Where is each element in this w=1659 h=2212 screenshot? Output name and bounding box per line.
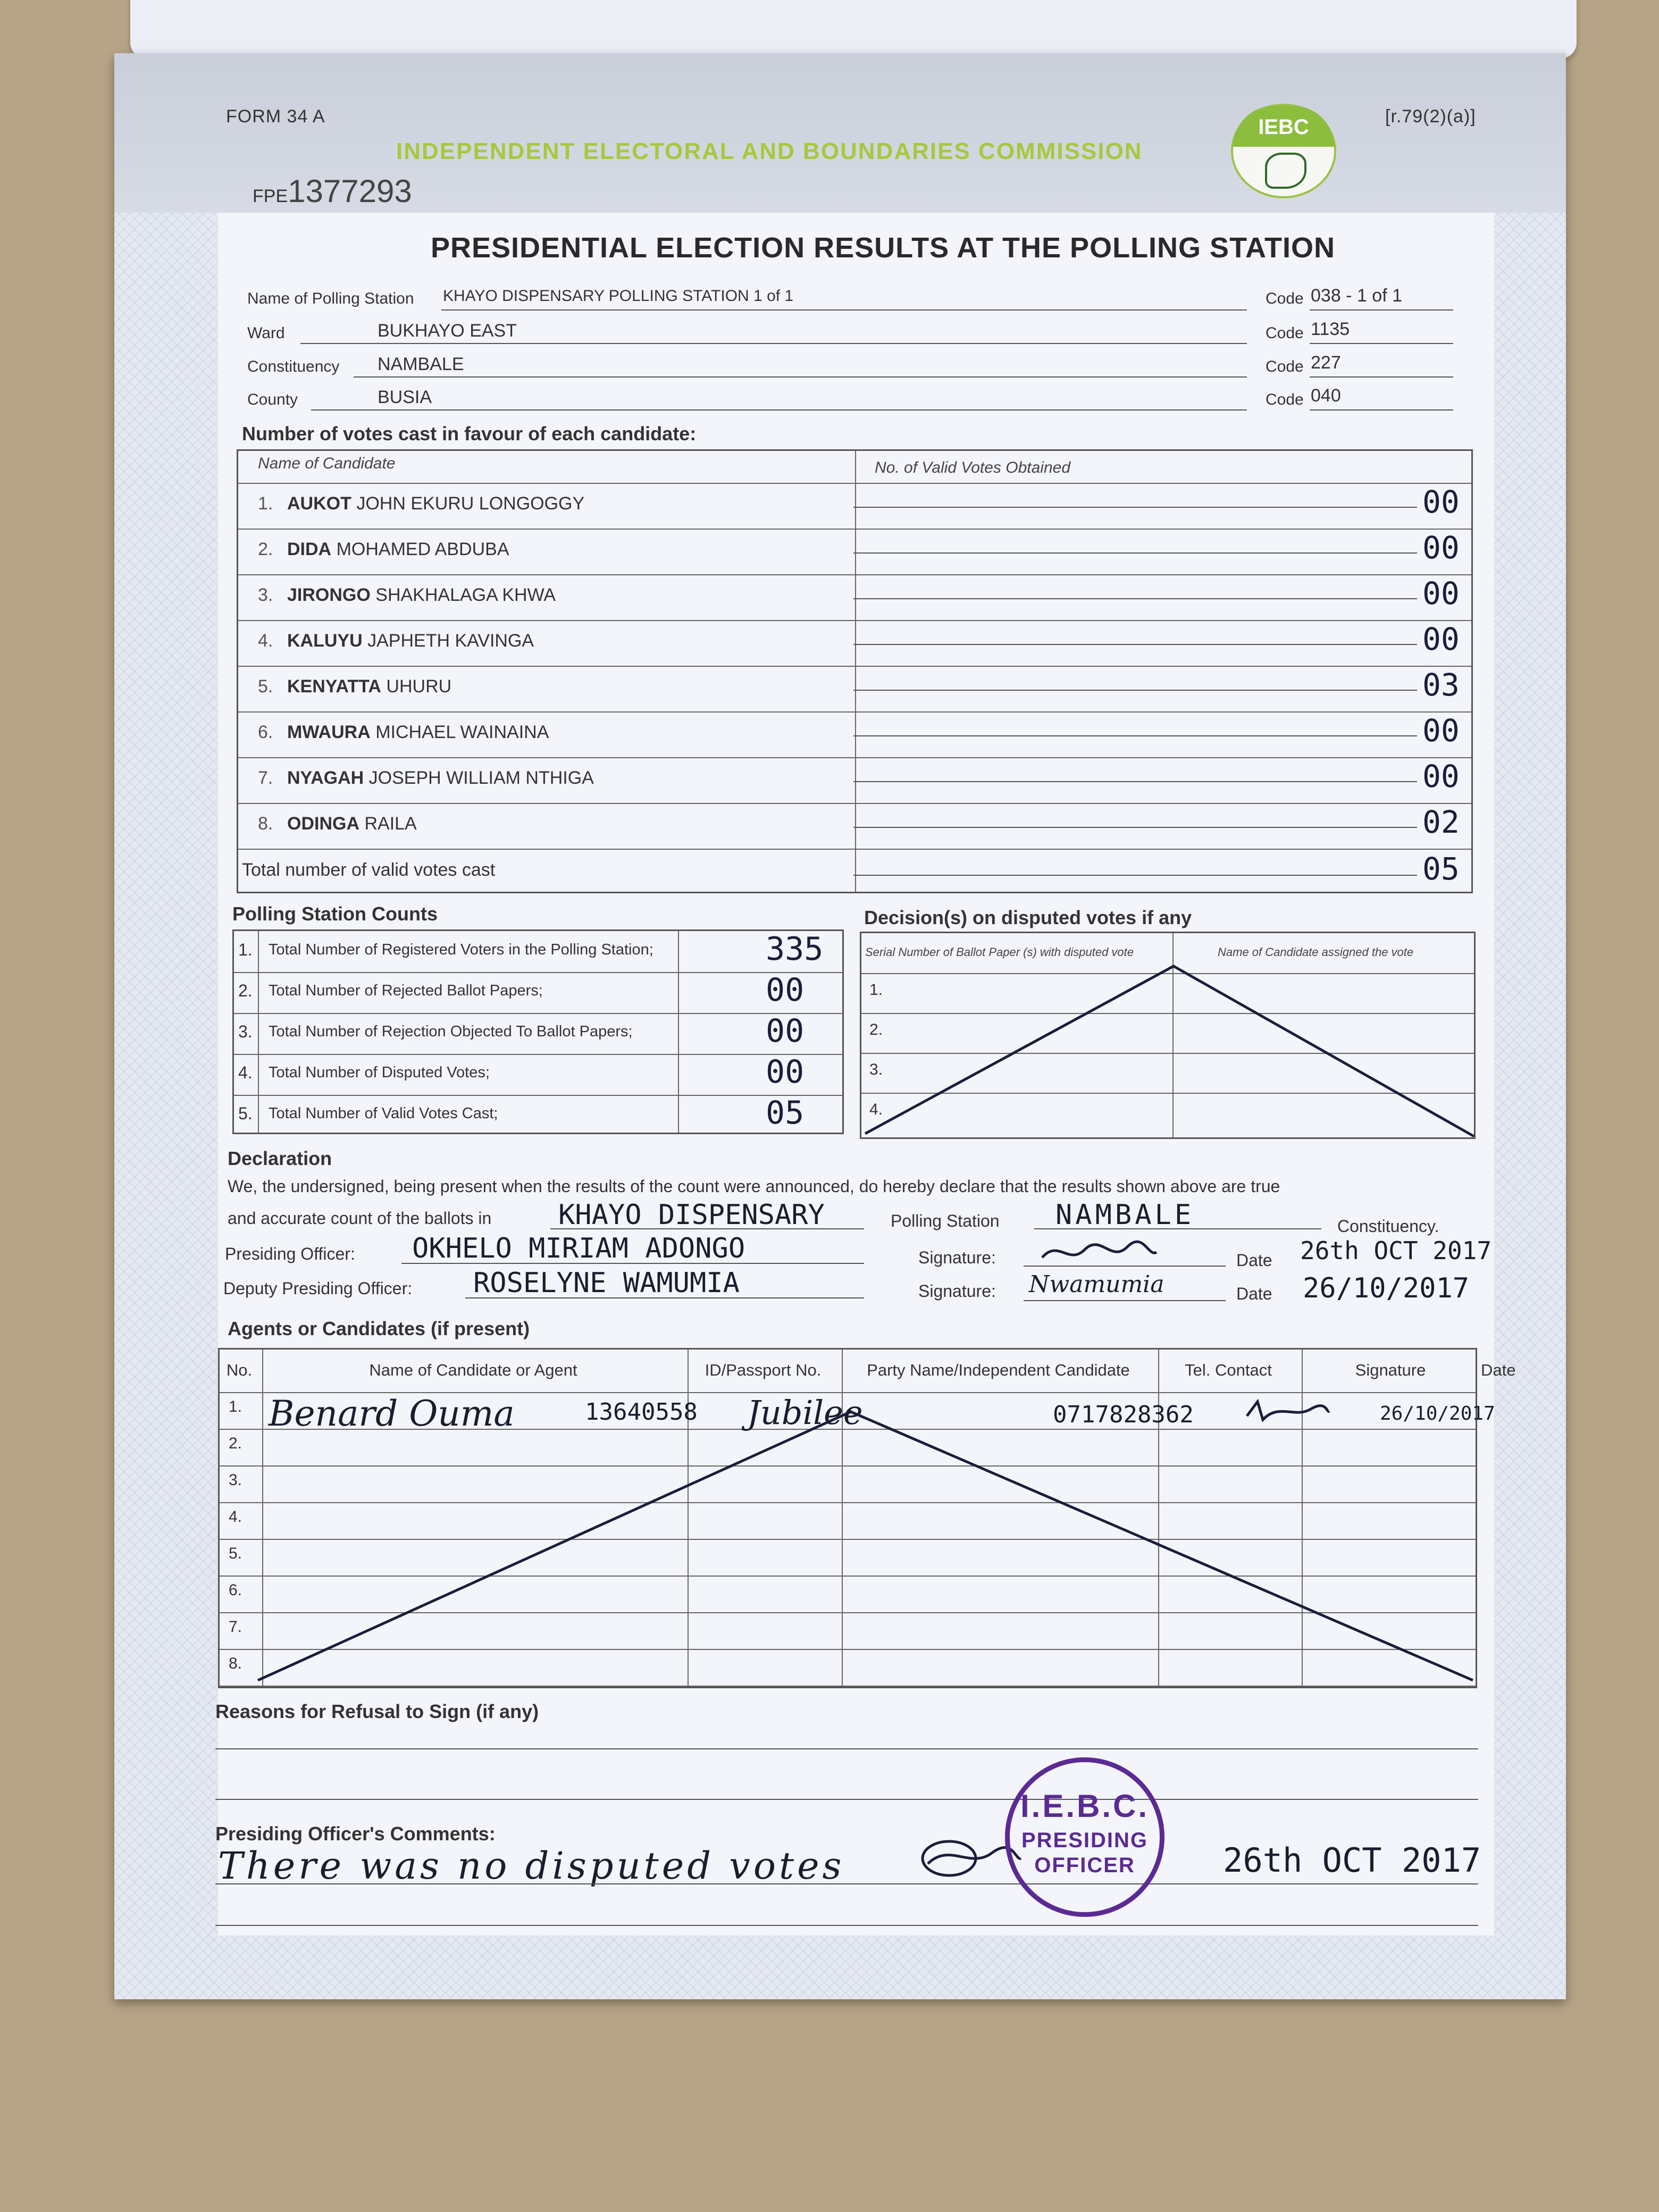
serial-digits: 1377293	[288, 173, 412, 209]
count-value: 05	[766, 1094, 805, 1132]
ward-value: BUKHAYO EAST	[378, 321, 517, 341]
count-number: 5.	[238, 1104, 253, 1123]
candidate-name	[287, 585, 556, 606]
candidate-votes: 00	[1422, 575, 1460, 611]
disputed-row-number: 1.	[869, 981, 883, 999]
declaration-constituency-handwritten: NAMBALE	[1055, 1199, 1195, 1231]
polling-station-code: 038 - 1 of 1	[1311, 286, 1403, 306]
presiding-officer-label: Presiding Officer:	[225, 1244, 355, 1263]
commission-name: INDEPENDENT ELECTORAL AND BOUNDARIES COMMISSION	[396, 138, 1143, 164]
col-votes-header: No. of Valid Votes Obtained	[875, 459, 1070, 476]
deputy-officer-label: Deputy Presiding Officer:	[223, 1279, 413, 1298]
presiding-officer-name: OKHELO MIRIAM ADONGO	[412, 1233, 745, 1264]
candidate-other-names: JOHN EKURU LONGOGGY	[356, 493, 585, 514]
declaration-heading: Declaration	[228, 1147, 332, 1169]
polling-station-value: KHAYO DISPENSARY POLLING STATION 1 of 1	[443, 287, 794, 305]
candidate-votes: 00	[1422, 484, 1460, 520]
polling-station-word: Polling Station	[891, 1211, 1000, 1230]
county-code: 040	[1311, 386, 1341, 406]
disputed-row-number: 3.	[869, 1061, 883, 1078]
agent-id: 13640558	[585, 1398, 698, 1426]
disputed-row-number: 4.	[869, 1101, 883, 1118]
iebc-presiding-officer-stamp	[1005, 1757, 1164, 1917]
agents-col-header: Tel. Contact	[1185, 1361, 1272, 1379]
agents-row-number: 8.	[229, 1655, 242, 1672]
candidate-votes: 00	[1422, 758, 1460, 794]
votes-heading: Number of votes cast in favour of each candidate:	[242, 423, 697, 445]
form-page	[114, 53, 1566, 1999]
presiding-signature-scribble	[1037, 1236, 1159, 1268]
declaration-line2: and accurate count of the ballots in	[228, 1209, 492, 1228]
col-candidate-header: Name of Candidate	[258, 455, 396, 472]
vote-fill-line	[853, 781, 1417, 782]
candidate-votes: 02	[1422, 804, 1460, 840]
stamp-line3: OFFICER	[1034, 1854, 1135, 1877]
form-title: PRESIDENTIAL ELECTION RESULTS AT THE POLLING STATION	[431, 232, 1336, 264]
code-label: Code	[1266, 391, 1304, 408]
agents-col-header: Party Name/Independent Candidate	[867, 1361, 1130, 1379]
count-label: Total Number of Valid Votes Cast;	[269, 1105, 498, 1122]
code-label: Code	[1266, 290, 1304, 307]
candidate-name	[287, 631, 534, 651]
code-label: Code	[1266, 358, 1304, 375]
count-number: 1.	[238, 940, 253, 959]
date-label: Date	[1236, 1284, 1272, 1303]
count-value: 335	[766, 931, 824, 968]
constituency-word: Constituency.	[1337, 1217, 1439, 1236]
date-label: Date	[1236, 1251, 1272, 1270]
agents-col-header: Name of Candidate or Agent	[369, 1361, 577, 1379]
candidate-other-names: SHAKHALAGA KHWA	[375, 585, 556, 605]
vote-fill-line	[853, 507, 1417, 508]
presiding-date: 26th OCT 2017	[1300, 1236, 1492, 1265]
code-label: Code	[1266, 324, 1304, 342]
candidate-number: 1.	[258, 493, 273, 514]
previous-page-edge	[130, 0, 1577, 58]
agents-row-number: 6.	[229, 1581, 242, 1599]
candidate-number: 8.	[258, 814, 273, 834]
count-label: Total Number of Registered Voters in the Polling Station;	[269, 941, 653, 958]
refusal-heading: Reasons for Refusal to Sign (if any)	[215, 1700, 539, 1722]
candidate-surname: DIDA	[287, 539, 332, 559]
regulation-ref: [r.79(2)(a)]	[1385, 106, 1476, 127]
count-number: 4.	[238, 1063, 253, 1082]
candidate-surname: MWAURA	[287, 722, 371, 742]
logo-text: IEBC	[1258, 115, 1309, 139]
deputy-officer-name: ROSELYNE WAMUMIA	[473, 1267, 740, 1299]
count-number: 3.	[238, 1022, 253, 1041]
disputed-cancel-cross	[860, 932, 1476, 1142]
count-label: Total Number of Rejected Ballot Papers;	[269, 982, 543, 999]
vote-fill-line	[853, 827, 1417, 828]
count-value: 00	[766, 971, 805, 1009]
county-label: County	[247, 391, 298, 408]
candidate-votes: 00	[1422, 621, 1460, 657]
ward-code: 1135	[1311, 319, 1350, 339]
vote-fill-line	[853, 690, 1417, 691]
count-number: 2.	[238, 981, 253, 1000]
candidate-surname: ODINGA	[287, 814, 359, 834]
candidate-votes: 00	[1422, 530, 1460, 566]
candidate-number: 5.	[258, 676, 273, 697]
candidate-other-names: JAPHETH KAVINGA	[367, 631, 534, 651]
count-value: 00	[766, 1012, 805, 1050]
agent-party: Jubilee	[747, 1393, 863, 1432]
agents-heading: Agents or Candidates (if present)	[228, 1318, 530, 1339]
ward-label: Ward	[247, 324, 285, 342]
total-votes-value: 05	[1422, 851, 1460, 887]
declaration-line1: We, the undersigned, being present when the results of the count were announced, do hereby declare that the results shown above are true	[228, 1177, 1280, 1196]
candidate-number: 7.	[258, 768, 273, 788]
agents-col-header: Date	[1481, 1361, 1516, 1379]
agents-row-number: 7.	[229, 1618, 242, 1636]
candidate-surname: AUKOT	[287, 493, 351, 514]
candidate-other-names: MICHAEL WAINAINA	[375, 722, 549, 742]
comments-heading: Presiding Officer's Comments:	[215, 1823, 496, 1845]
stamp-line2: PRESIDING	[1021, 1829, 1149, 1852]
candidate-surname: KALUYU	[287, 631, 363, 651]
disputed-col-candidate: Name of Candidate assigned the vote	[1218, 945, 1414, 959]
agents-row-number: 4.	[229, 1508, 242, 1526]
disputed-row-number: 2.	[869, 1021, 883, 1038]
signature-label: Signature:	[918, 1248, 996, 1267]
candidate-name	[287, 768, 594, 789]
agents-cancel-cross	[218, 1348, 1477, 1691]
candidate-surname: NYAGAH	[287, 768, 364, 788]
kenya-map-icon	[1265, 153, 1306, 189]
deputy-signature: Nwamumia	[1029, 1271, 1164, 1298]
polling-station-label: Name of Polling Station	[247, 290, 414, 307]
candidate-other-names: MOHAMED ABDUBA	[336, 539, 509, 559]
agents-row-number: 3.	[229, 1471, 242, 1489]
candidate-number: 3.	[258, 585, 273, 605]
constituency-label: Constituency	[247, 358, 340, 375]
comments-text: There was no disputed votes	[218, 1844, 845, 1888]
disputed-heading: Decision(s) on disputed votes if any	[864, 907, 1192, 928]
vote-fill-line	[853, 644, 1417, 645]
agents-col-header: Signature	[1355, 1361, 1426, 1379]
serial-number	[253, 173, 412, 210]
candidate-votes: 03	[1422, 667, 1460, 703]
agent-tel: 0717828362	[1053, 1401, 1194, 1428]
candidate-name	[287, 676, 451, 697]
disputed-col-serial: Serial Number of Ballot Paper (s) with disputed vote	[865, 945, 1134, 959]
form-name: FORM 34 A	[226, 106, 325, 127]
candidate-number: 2.	[258, 539, 273, 559]
candidate-name	[287, 814, 417, 834]
vote-fill-line	[853, 735, 1417, 736]
agent-date: 26/10/2017	[1380, 1403, 1495, 1425]
declaration-station-handwritten: KHAYO DISPENSARY	[558, 1199, 825, 1231]
candidate-surname: JIRONGO	[287, 585, 371, 605]
serial-prefix: FPE	[253, 186, 288, 206]
county-value: BUSIA	[378, 387, 432, 407]
candidate-other-names: UHURU	[386, 676, 452, 697]
count-label: Total Number of Rejection Objected To Ballot Papers;	[269, 1023, 633, 1040]
deputy-date: 26/10/2017	[1303, 1272, 1470, 1304]
stamp-line1: I.E.B.C.	[1020, 1788, 1150, 1824]
candidate-number: 6.	[258, 722, 273, 742]
agents-row-number: 5.	[229, 1545, 242, 1562]
count-label: Total Number of Disputed Votes;	[269, 1064, 490, 1081]
candidate-number: 4.	[258, 631, 273, 651]
vote-fill-line	[853, 598, 1417, 599]
agents-row-number: 2.	[229, 1435, 242, 1452]
agents-col-header: ID/Passport No.	[705, 1361, 822, 1379]
count-value: 00	[766, 1053, 805, 1091]
candidate-name	[287, 493, 584, 514]
candidate-votes: 00	[1422, 713, 1460, 749]
vote-fill-line	[853, 552, 1417, 554]
candidate-surname: KENYATTA	[287, 676, 381, 697]
agents-row-number: 1.	[229, 1398, 242, 1415]
signature-label: Signature:	[918, 1281, 996, 1301]
comments-date: 26th OCT 2017	[1223, 1841, 1481, 1880]
total-votes-label: Total number of valid votes cast	[242, 860, 496, 880]
candidate-other-names: JOSEPH WILLIAM NTHIGA	[368, 768, 594, 788]
agent-name: Benard Ouma	[269, 1393, 515, 1434]
counts-heading: Polling Station Counts	[232, 903, 438, 925]
constituency-value: NAMBALE	[378, 354, 464, 374]
candidate-name	[287, 539, 509, 560]
iebc-logo-icon	[1231, 104, 1336, 198]
constituency-code: 227	[1311, 353, 1341, 373]
candidate-name	[287, 722, 549, 743]
candidate-other-names: RAILA	[364, 814, 417, 834]
agents-col-header: No.	[226, 1361, 253, 1379]
